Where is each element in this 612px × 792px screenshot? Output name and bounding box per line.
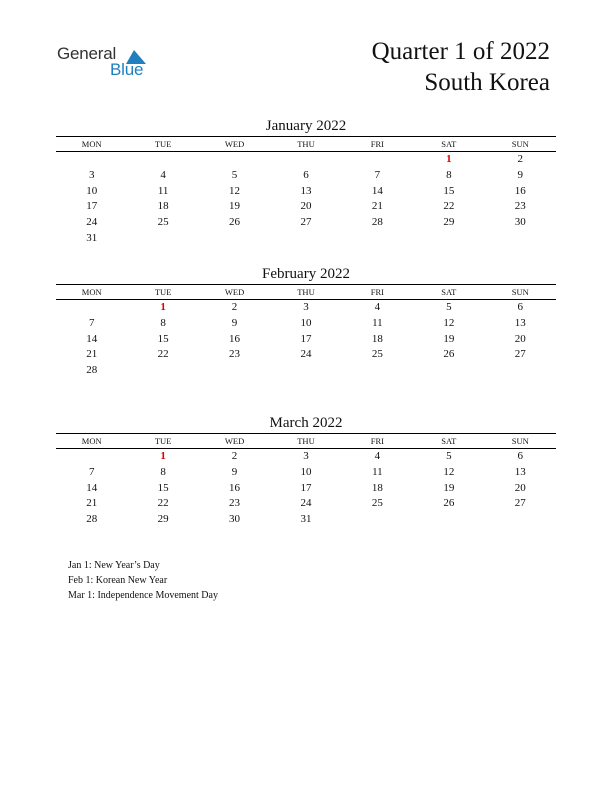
day-cell: 13 <box>300 184 312 197</box>
day-cell: 27 <box>514 497 526 510</box>
weekday-label: THU <box>297 436 315 446</box>
day-cell: 12 <box>443 316 455 329</box>
day-cell: 2 <box>517 153 523 165</box>
month-calendar-march <box>56 413 556 528</box>
day-cell: 22 <box>157 348 169 361</box>
holiday-item: Feb 1: Korean New Year <box>68 575 168 586</box>
generalblue-logo <box>57 44 157 84</box>
day-cell: 3 <box>88 168 95 181</box>
day-cell: 7 <box>374 168 381 181</box>
day-cell: 15 <box>157 332 169 345</box>
day-cell <box>127 363 198 379</box>
day-cell: 4 <box>160 168 166 181</box>
day-cell: 19 <box>443 332 455 345</box>
day-cell: 10 <box>86 184 98 197</box>
holiday-item: Mar 1: Independence Movement Day <box>68 590 218 601</box>
weekday-label: MON <box>81 139 102 149</box>
week-row <box>56 363 556 379</box>
day-cell: 10 <box>300 465 312 478</box>
day-cell: 5 <box>446 450 452 462</box>
logo-text-blue: Blue <box>110 60 144 79</box>
day-cell: 26 <box>443 497 455 510</box>
holiday-day-cell: 1 <box>160 301 166 313</box>
holiday-day-cell: 1 <box>160 450 166 462</box>
day-cell: 16 <box>514 184 526 197</box>
day-cell <box>342 231 413 247</box>
weekday-header-row <box>56 284 556 300</box>
month-title: January 2022 <box>265 118 347 134</box>
day-cell: 11 <box>372 465 383 478</box>
day-cell <box>199 363 270 379</box>
month-title: March 2022 <box>269 415 343 431</box>
day-cell <box>127 152 198 168</box>
day-cell: 13 <box>514 465 526 478</box>
week-row <box>56 481 556 497</box>
day-cell: 26 <box>443 348 455 361</box>
month-calendar-february <box>56 264 556 379</box>
week-row <box>56 332 556 348</box>
day-cell: 24 <box>86 216 98 229</box>
day-cell: 27 <box>300 216 312 229</box>
day-cell <box>270 152 341 168</box>
day-cell: 19 <box>229 200 241 213</box>
weekday-label: SAT <box>441 139 457 149</box>
week-row <box>56 512 556 528</box>
day-cell: 15 <box>157 481 169 494</box>
title-country: South Korea <box>424 69 550 96</box>
day-cell <box>413 512 484 528</box>
day-cell <box>56 300 127 316</box>
weekday-label: MON <box>81 436 102 446</box>
day-cell: 25 <box>371 348 383 361</box>
day-cell: 8 <box>160 316 166 329</box>
day-cell: 4 <box>374 450 381 462</box>
day-cell <box>342 152 413 168</box>
day-cell: 21 <box>86 497 98 510</box>
day-cell <box>342 512 413 528</box>
weekday-header-row <box>56 136 556 152</box>
day-cell: 20 <box>300 200 312 213</box>
weekday-label: WED <box>224 436 245 446</box>
day-cell: 14 <box>371 184 383 197</box>
week-row <box>56 316 556 332</box>
day-cell: 9 <box>231 465 238 478</box>
page-title <box>372 36 550 98</box>
day-cell <box>485 363 556 379</box>
weekday-label: TUE <box>154 139 172 149</box>
day-cell: 15 <box>443 184 455 197</box>
weekday-label: FRI <box>370 139 385 149</box>
month-title: February 2022 <box>262 266 350 282</box>
day-cell: 25 <box>371 497 383 510</box>
day-cell: 6 <box>303 168 309 181</box>
day-cell: 5 <box>231 168 238 181</box>
day-cell: 18 <box>371 481 383 494</box>
day-cell <box>199 152 270 168</box>
day-cell: 16 <box>229 332 241 345</box>
day-cell <box>56 152 127 168</box>
day-cell: 5 <box>446 301 452 313</box>
day-cell: 3 <box>303 301 309 313</box>
day-cell: 7 <box>88 316 95 329</box>
day-cell: 30 <box>514 216 526 229</box>
holiday-list <box>68 558 218 603</box>
day-cell: 14 <box>86 332 98 345</box>
day-cell: 18 <box>371 332 383 345</box>
day-cell: 30 <box>229 513 241 526</box>
day-cell: 27 <box>514 348 526 361</box>
day-cell: 21 <box>371 200 383 213</box>
day-cell: 23 <box>229 497 241 510</box>
day-cell: 23 <box>514 200 526 213</box>
weekday-label: SUN <box>511 139 529 149</box>
day-cell: 31 <box>86 231 98 244</box>
day-cell: 24 <box>300 497 312 510</box>
day-cell: 17 <box>86 200 98 213</box>
day-cell: 31 <box>300 513 312 526</box>
day-cell: 13 <box>514 316 526 329</box>
day-cell: 18 <box>157 200 169 213</box>
day-cell <box>56 449 127 465</box>
day-cell <box>127 231 198 247</box>
weekday-label: SUN <box>511 287 529 297</box>
day-cell: 20 <box>514 481 526 494</box>
day-cell: 11 <box>157 184 169 197</box>
weekday-label: MON <box>81 287 102 297</box>
day-cell: 22 <box>443 200 455 213</box>
week-row <box>56 496 556 512</box>
day-cell: 17 <box>300 481 312 494</box>
week-row <box>56 184 556 200</box>
day-cell <box>413 363 484 379</box>
day-cell: 29 <box>157 513 169 526</box>
week-row <box>56 231 556 247</box>
day-cell: 12 <box>229 184 241 197</box>
week-row <box>56 199 556 215</box>
weekday-label: THU <box>297 287 315 297</box>
weekday-label: WED <box>224 287 245 297</box>
weekday-label: SAT <box>441 287 457 297</box>
week-row <box>56 215 556 231</box>
day-cell <box>485 231 556 247</box>
day-cell: 17 <box>300 332 312 345</box>
week-row <box>56 449 556 465</box>
day-cell: 8 <box>160 465 166 478</box>
day-cell: 21 <box>86 348 98 361</box>
day-cell: 23 <box>229 348 241 361</box>
day-cell: 11 <box>372 316 383 329</box>
week-row <box>56 300 556 316</box>
day-cell <box>199 231 270 247</box>
weekday-label: THU <box>297 139 315 149</box>
day-cell <box>413 231 484 247</box>
day-cell: 4 <box>374 301 381 313</box>
weekday-label: FRI <box>370 436 385 446</box>
weekday-label: TUE <box>154 287 172 297</box>
day-cell: 16 <box>229 481 241 494</box>
day-cell: 28 <box>86 364 98 377</box>
day-cell <box>485 512 556 528</box>
week-row <box>56 465 556 481</box>
day-cell: 25 <box>157 216 169 229</box>
day-cell: 29 <box>443 216 455 229</box>
month-calendar-january <box>56 116 556 247</box>
title-quarter: Quarter 1 of 2022 <box>371 38 550 65</box>
day-cell: 20 <box>514 332 526 345</box>
day-cell: 28 <box>86 513 98 526</box>
week-row <box>56 347 556 363</box>
day-cell: 8 <box>446 168 452 181</box>
day-cell: 6 <box>517 301 523 313</box>
week-row <box>56 168 556 184</box>
day-cell: 19 <box>443 481 455 494</box>
holiday-item: Jan 1: New Year’s Day <box>68 560 160 571</box>
day-cell: 14 <box>86 481 98 494</box>
weekday-header-row <box>56 433 556 449</box>
weekday-label: WED <box>224 139 245 149</box>
day-cell: 10 <box>300 316 312 329</box>
day-cell <box>270 231 341 247</box>
weekday-label: TUE <box>154 436 172 446</box>
day-cell <box>342 363 413 379</box>
day-cell: 3 <box>303 450 309 462</box>
day-cell: 26 <box>229 216 241 229</box>
weekday-label: SUN <box>511 436 529 446</box>
day-cell: 9 <box>517 168 523 181</box>
weekday-label: FRI <box>370 287 385 297</box>
day-cell: 7 <box>88 465 95 478</box>
week-row <box>56 152 556 168</box>
day-cell: 24 <box>300 348 312 361</box>
holiday-day-cell: 1 <box>446 153 452 165</box>
day-cell <box>270 363 341 379</box>
logo-text-general: General <box>57 44 117 63</box>
day-cell: 9 <box>231 316 238 329</box>
day-cell: 6 <box>517 450 523 462</box>
weekday-label: SAT <box>441 436 457 446</box>
day-cell: 2 <box>231 450 238 462</box>
day-cell: 12 <box>443 465 455 478</box>
day-cell: 22 <box>157 497 169 510</box>
day-cell: 28 <box>371 216 383 229</box>
day-cell: 2 <box>231 301 238 313</box>
